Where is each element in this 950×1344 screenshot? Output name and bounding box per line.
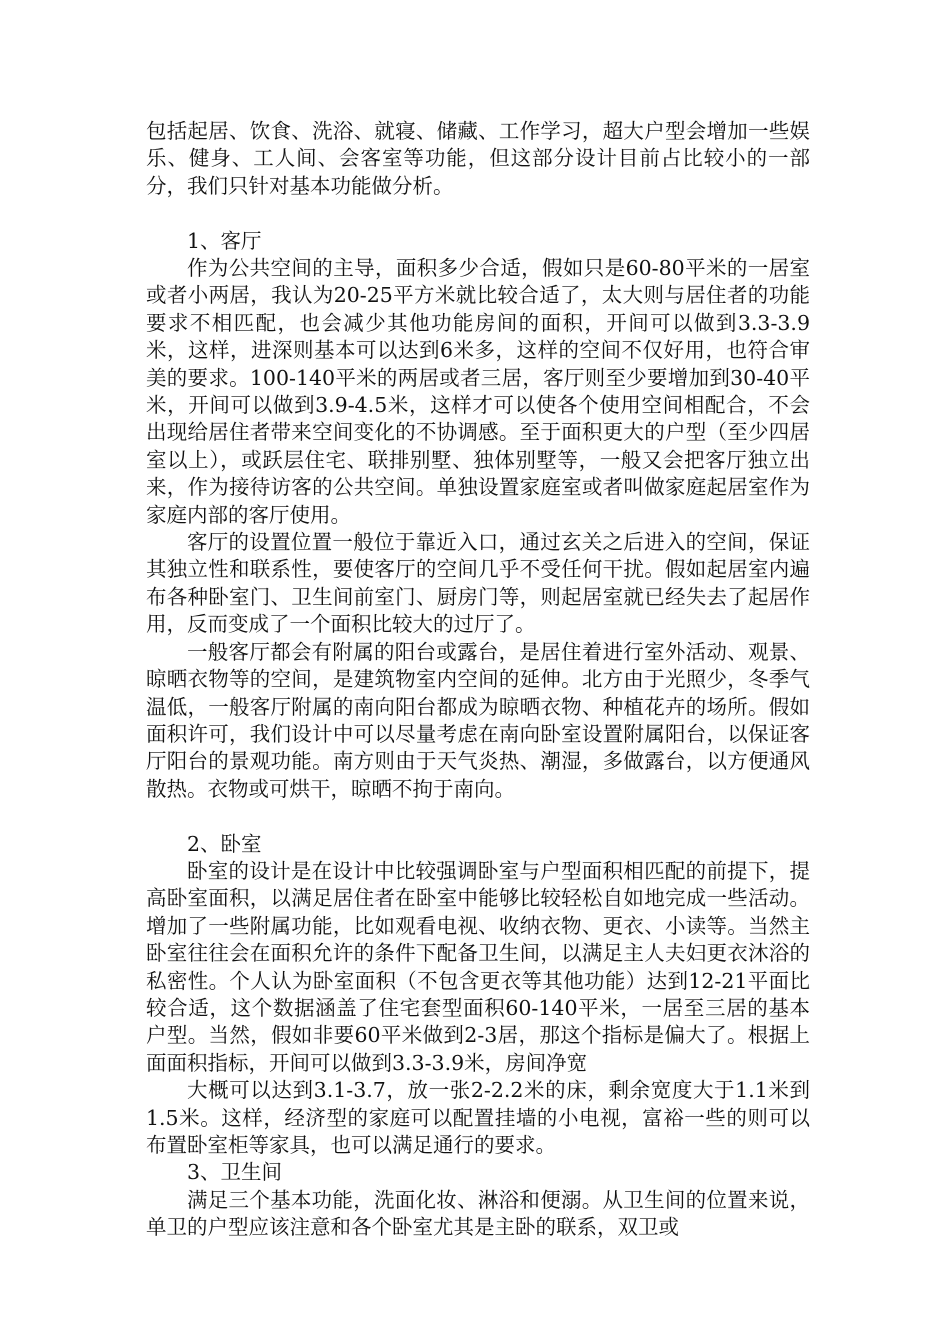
section-heading-living-room: 1、客厅 <box>187 228 262 253</box>
intro-paragraph: 包括起居、饮食、洗浴、就寝、储藏、工作学习，超大户型会增加一些娱乐、健身、工人间、会客室等功能，但这部分设计目前占比较小的一部分，我们只针对基本功能做分析。 <box>146 119 810 198</box>
living-room-paragraph-1: 作为公共空间的主导，面积多少合适，假如只是60-80平米的一居室或者小两居，我认为20-25平方米就比较合适了，太大则与居住者的功能要求不相匹配，也会减少其他功能房间的面积，开间可以做到3.3-3.9米，这样，进深则基本可以达到6米多，这样的空间不仅好用，也符合审美的要求。100-140平米的两居或者三居，客厅则至少要增加到30-40平米，开间可以做到3.9-4.5米，这样才可以使各个使用空间相配合，不会出现给居住者带来空间变化的不协调感。至于面积更大的户型（至少四居室以上），或跃层住宅、联排别墅、独体别墅等，一般又会把客厅独立出来，作为接待访客的公共空间。单独设置家庭室或者叫做家庭起居室作为家庭内部的客厅使用。 <box>146 256 810 527</box>
living-room-paragraph-2: 客厅的设置位置一般位于靠近入口，通过玄关之后进入的空间，保证其独立性和联系性，要使客厅的空间几乎不受任何干扰。假如起居室内遍布各种卧室门、卫生间前室门、厨房门等，则起居室就已经失去了起居作用，反而变成了一个面积比较大的过厅了。 <box>146 530 810 637</box>
document-page <box>146 118 810 1242</box>
bathroom-paragraph-1: 满足三个基本功能，洗面化妆、淋浴和便溺。从卫生间的位置来说，单卫的户型应该注意和各个卧室尤其是主卧的联系，双卫或 <box>146 1187 810 1240</box>
bedroom-paragraph-1: 卧室的设计是在设计中比较强调卧室与户型面积相匹配的前提下，提高卧室面积，以满足居住者在卧室中能够比较轻松自如地完成一些活动。增加了一些附属功能，比如观看电视、收纳衣物、更衣、小读等。当然主卧室往往会在面积允许的条件下配备卫生间，以满足主人夫妇更衣沐浴的私密性。个人认为卧室面积（不包含更衣等其他功能）达到12-21平面比较合适，这个数据涵盖了住宅套型面积60-140平米，一居至三居的基本户型。当然，假如非要60平米做到2-3居，那这个指标是偏大了。根据上面面积指标，开间可以做到3.3-3.9米，房间净宽 <box>146 858 810 1075</box>
section-heading-bathroom: 3、卫生间 <box>187 1160 283 1185</box>
section-heading-bedroom: 2、卧室 <box>187 831 262 856</box>
bedroom-paragraph-2: 大概可以达到3.1-3.7，放一张2-2.2米的床，剩余宽度大于1.1米到1.5米。这样，经济型的家庭可以配置挂墙的小电视，富裕一些的则可以布置卧室柜等家具，也可以满足通行的要求。 <box>146 1078 810 1157</box>
living-room-paragraph-3: 一般客厅都会有附属的阳台或露台，是居住着进行室外活动、观景、晾晒衣物等的空间，是建筑物室内空间的延伸。北方由于光照少，冬季气温低，一般客厅附属的南向阳台都成为晾晒衣物、种植花卉的场所。假如面积许可，我们设计中可以尽量考虑在南向卧室设置附属阳台，以保证客厅阳台的景观功能。南方则由于天气炎热、潮湿，多做露台，以方便通风散热。衣物或可烘干，晾晒不拘于南向。 <box>146 639 810 801</box>
